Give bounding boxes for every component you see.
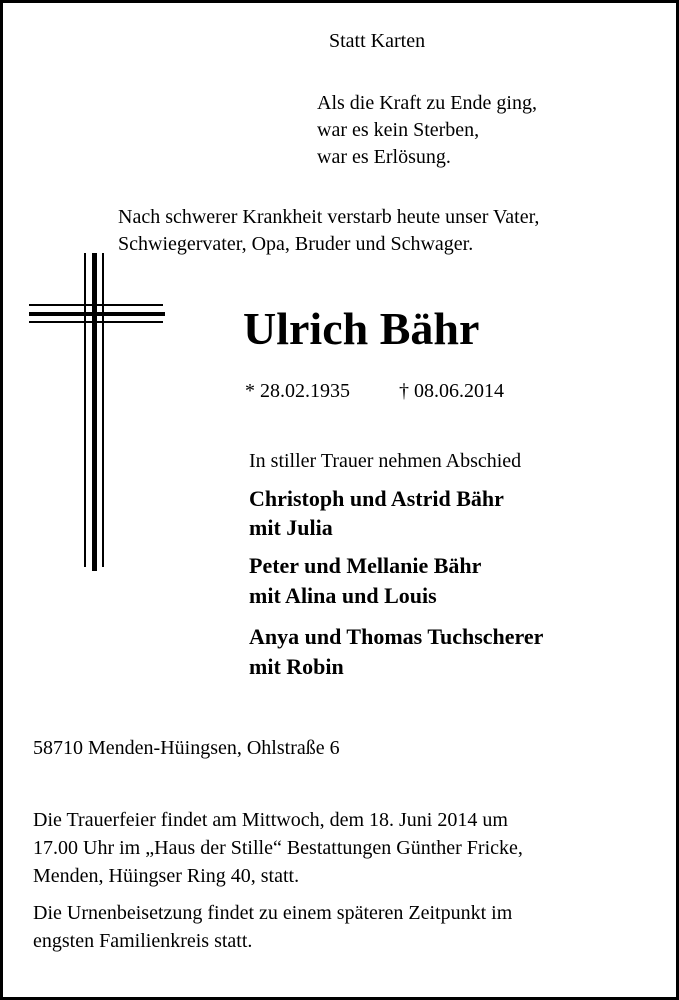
burial-line-1: Die Urnenbeisetzung findet zu einem späteren Zeitpunkt im xyxy=(33,902,513,924)
statt-karten: Statt Karten xyxy=(329,30,426,52)
poem-line-2: war es kein Sterben, xyxy=(317,119,480,141)
family-2-line-1: Peter und Mellanie Bähr xyxy=(249,553,482,578)
family-3-line-1: Anya und Thomas Tuchscherer xyxy=(249,624,544,649)
intro-line-1: Nach schwerer Krankheit verstarb heute unser Vater, xyxy=(118,206,540,228)
ceremony-line-1: Die Trauerfeier findet am Mittwoch, dem 18. Juni 2014 um xyxy=(33,809,508,831)
intro-line-2: Schwiegervater, Opa, Bruder und Schwager. xyxy=(118,233,474,255)
death-date: † 08.06.2014 xyxy=(399,380,504,402)
family-1-line-1: Christoph und Astrid Bähr xyxy=(249,486,504,511)
poem-line-1: Als die Kraft zu Ende ging, xyxy=(317,92,537,114)
ceremony-line-3: Menden, Hüingser Ring 40, statt. xyxy=(33,865,300,887)
deceased-name: Ulrich Bähr xyxy=(243,303,480,354)
poem-line-3: war es Erlösung. xyxy=(317,146,451,168)
ceremony-line-2: 17.00 Uhr im „Haus der Stille“ Bestattungen Günther Fricke, xyxy=(33,837,523,859)
mourners-heading: In stiller Trauer nehmen Abschied xyxy=(249,450,522,472)
family-1-line-2: mit Julia xyxy=(249,515,333,540)
cross-icon xyxy=(29,253,165,573)
birth-date: * 28.02.1935 xyxy=(245,380,350,402)
family-3-line-2: mit Robin xyxy=(249,654,344,679)
burial-line-2: engsten Familienkreis statt. xyxy=(33,930,253,952)
family-2-line-2: mit Alina und Louis xyxy=(249,583,437,608)
address: 58710 Menden-Hüingsen, Ohlstraße 6 xyxy=(33,737,340,759)
